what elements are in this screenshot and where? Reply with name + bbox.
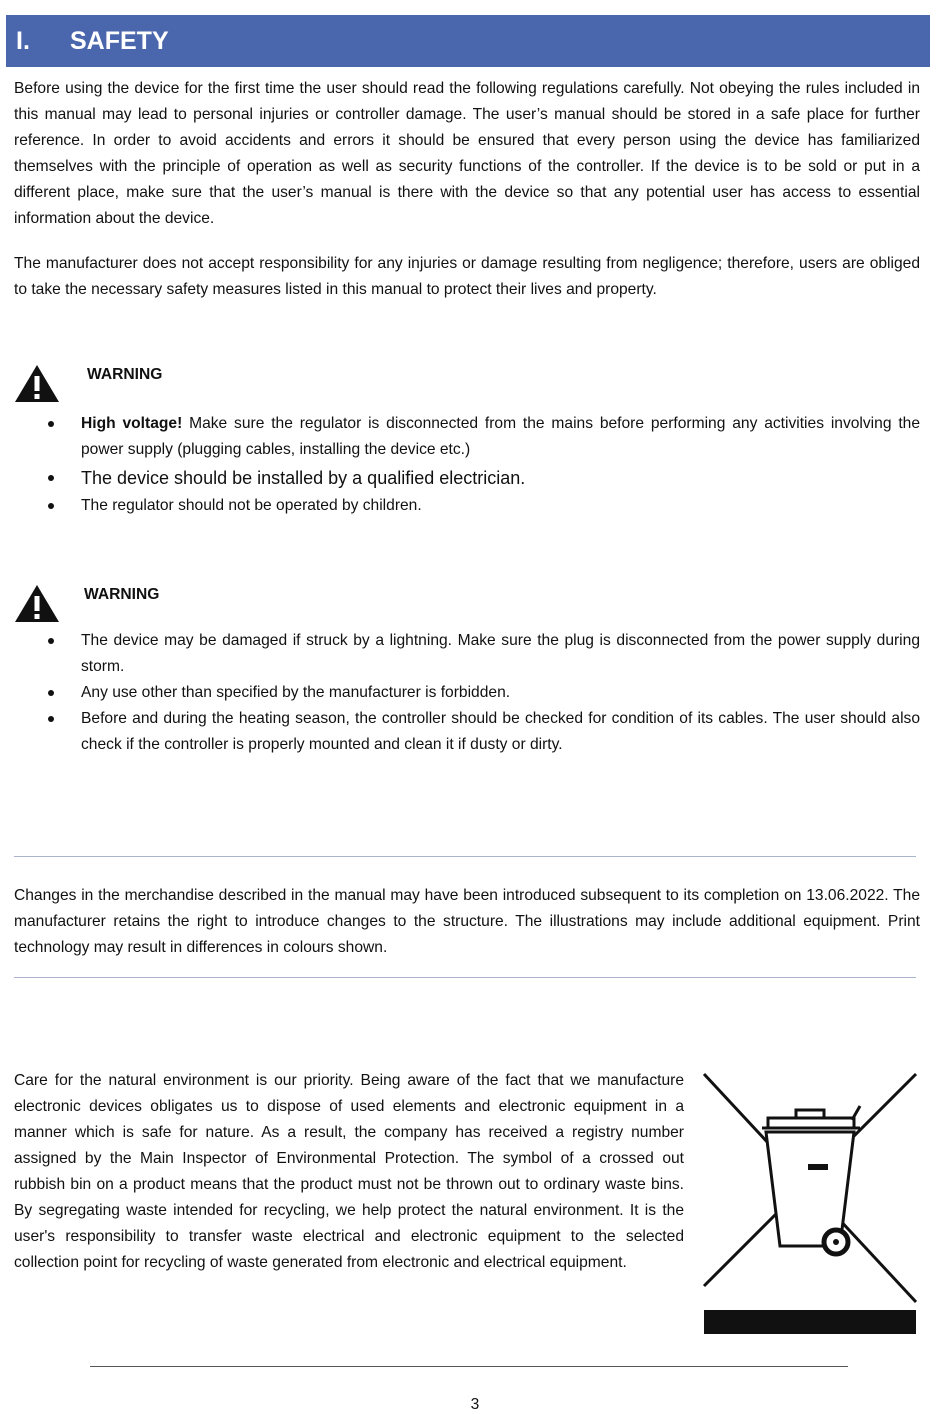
list-item [14,706,920,758]
list-item-text: The device should be installed by a qualified electrician. [81,468,526,488]
warning-title-2: WARNING [84,586,160,603]
warning-list-2 [14,628,920,758]
intro-text-1: Before using the device for the first time the user should read the following regulations carefully. Not obeying the rules included in this manual may lead to personal injuries or controller damage. The user’s manual should be stored in a safe place for further reference. In order to avoid accidents and errors it should be ensured that every person using the device has familiarized themselves with the principle of operation as well as security functions of the controller. If the device is to be sold or put in a different place, make sure that the user’s manual is there with the device so that any potential user has access to essential information about the device. [14,80,920,227]
list-item [14,680,920,706]
changes-note-text: Changes in the merchandise described in the manual may have been introduced subsequent to its completion on 13.06.2022. The manufacturer retains the right to introduce changes to the structure. The illustrations may include additional equipment. Print technology may result in differences in colours shown. [14,887,920,956]
intro-paragraph-2 [14,251,920,303]
warning-triangle-icon [14,363,60,403]
warning-triangle-icon [14,583,60,623]
high-voltage-label: High voltage! [81,415,183,432]
list-item-text: The device may be damaged if struck by a lightning. Make sure the plug is disconnected from the power supply during storm. [81,632,920,675]
intro-paragraph-1 [14,76,920,232]
divider-bottom [14,977,916,978]
page-number: 3 [470,1396,480,1413]
intro-text-2: The manufacturer does not accept responsibility for any injuries or damage resulting from negligence; therefore, users are obliged to take the necessary safety measures listed in this manual to protect their lives and property. [14,255,920,298]
footer-divider [90,1366,848,1367]
list-item-text: The regulator should not be operated by children. [81,497,422,514]
list-item [14,411,920,463]
section-header [6,15,930,67]
section-title: SAFETY [70,26,169,55]
section-number: I. [16,26,30,55]
list-item-text: Any use other than specified by the manufacturer is forbidden. [81,684,511,701]
list-item-text: Make sure the regulator is disconnected from the mains before performing any activities involving the power supply (plugging cables, installing the device etc.) [81,415,920,458]
changes-note [14,883,920,961]
divider-top [14,856,916,857]
warning-block-1 [14,362,920,532]
list-item [14,493,920,519]
environment-text: Care for the natural environment is our priority. Being aware of the fact that we manufacture electronic devices obligates us to dispose of used elements and electronic equipment in a manner which is safe for nature. As a result, the company has received a registry number assigned by the Main Inspector of Environmental Protection. The symbol of a crossed out rubbish bin on a product means that the product must not be thrown out to ordinary waste bins. By segregating waste intended for recycling, we help protect the natural environment. It is the user's responsibility to transfer waste electrical and electronic equipment to the selected collection point for recycling of waste generated from electronic and electrical equipment. [14,1072,684,1271]
warning-title-1: WARNING [87,366,163,383]
list-item-text: Before and during the heating season, the controller should be checked for condition of its cables. The user should also check if the controller is properly mounted and clean it if dusty or dirty. [81,710,920,753]
warning-block-2 [14,580,920,780]
crossed-out-bin-icon [700,1070,920,1336]
warning-list-1 [14,411,920,519]
environment-paragraph [14,1068,684,1276]
list-item [14,463,920,493]
list-item [14,628,920,680]
